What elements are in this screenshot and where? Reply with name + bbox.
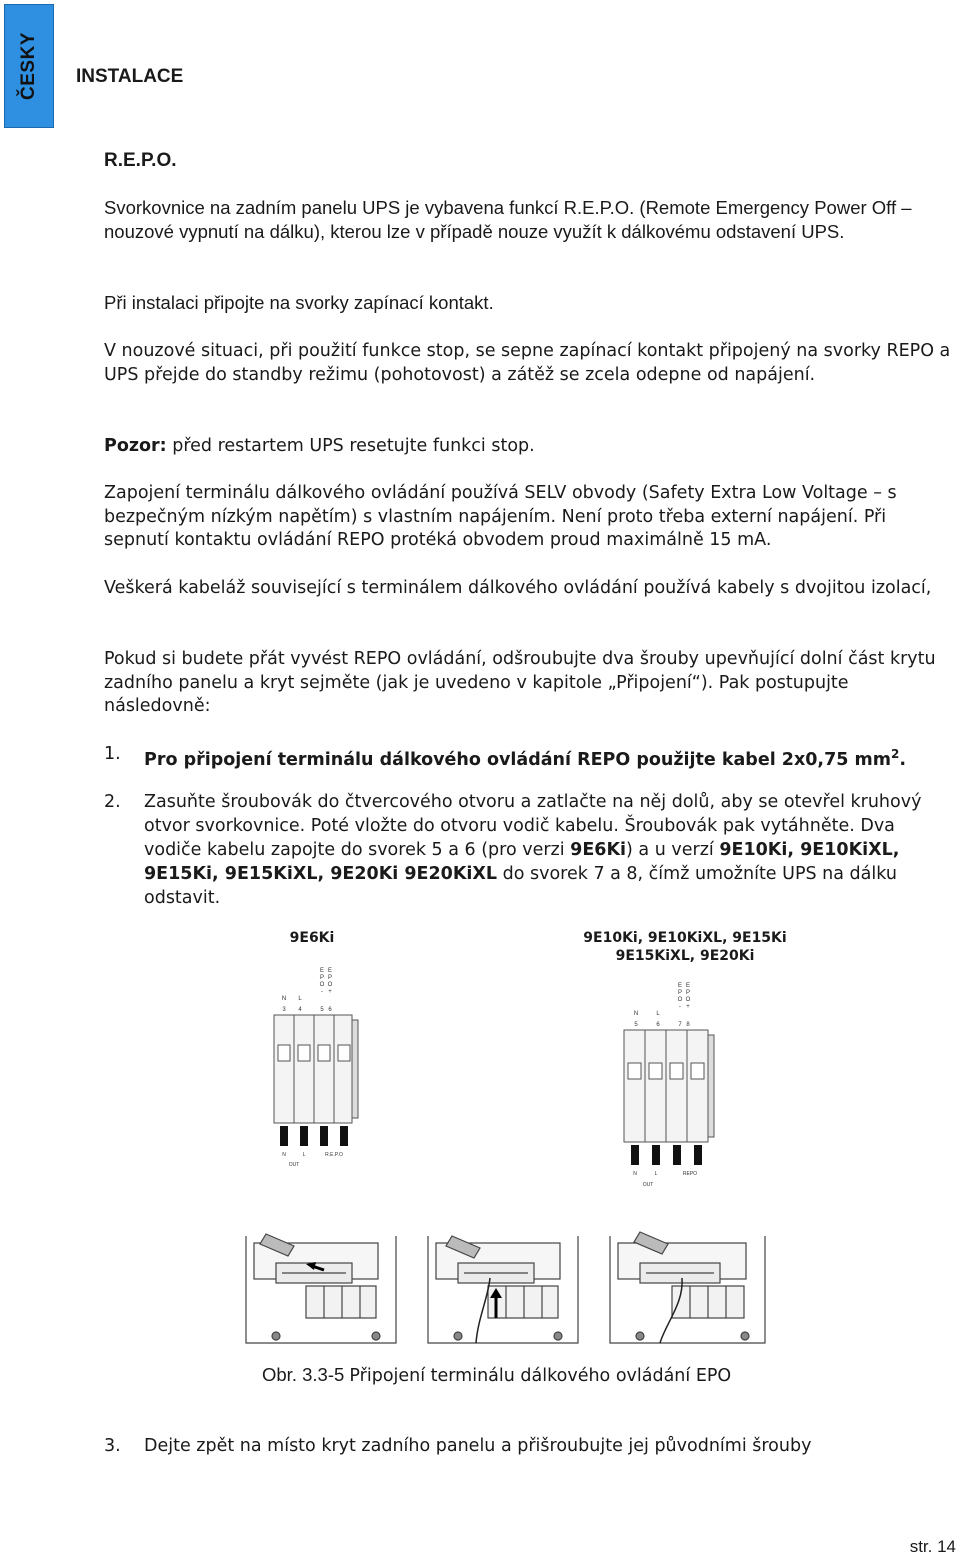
svg-text:-: - [321, 989, 323, 995]
step-3 [104, 1434, 956, 1458]
ups-rear-panel-drawing-1 [236, 1218, 406, 1348]
svg-text:P: P [685, 990, 691, 996]
step-number: 2. [104, 792, 121, 812]
svg-text:L: L [302, 1152, 306, 1158]
svg-text:E: E [327, 968, 333, 974]
paragraph-intro: Svorkovnice na zadním panelu UPS je vybavena funkcí R.E.P.O. (Remote Emergency Power Off – nouzové vypnutí na dálku), kterou lze v případě nouze využít k dálkovému odstavení UPS. [104, 197, 912, 242]
svg-text:OUT: OUT [642, 1182, 654, 1188]
svg-text:5: 5 [320, 1007, 324, 1013]
svg-text:N: N [281, 996, 287, 1002]
step-1 [104, 742, 956, 772]
step-2 [104, 790, 956, 910]
svg-text:P: P [327, 975, 333, 981]
step-text: Zasuňte šroubovák do čtvercového otvoru a zatlačte na něj dolů, aby se otevřel kruhový otvor svorkovnice. Poté vložte do otvoru vodič kabelu. Šroubovák pak vytáhněte. Dva vodiče kabelu zapojte do svorek 5 a 6 (pro verzi 9E6Ki) a u verzí 9E10Ki, 9E10KiXL, 9E15Ki, 9E15KiXL, 9E20Ki 9E20KiXL do svorek 7 a 8, čímž umožníte UPS na dálku odstavit. [144, 792, 922, 908]
svg-text:N: N [633, 1011, 639, 1017]
step-number: 1. [104, 744, 121, 764]
paragraph-procedure: Pokud si budete přát vyvést REPO ovládání, odšroubujte dva šrouby upevňující dolní část krytu zadního panelu a kryt sejměte (jak je uvedeno v kapitole „Připojení“). Pak postupujte následovně: [104, 649, 936, 716]
paragraph-install: Při instalaci připojte na svorky zapínací kontakt. [104, 292, 494, 313]
svg-text:+: + [686, 1004, 690, 1010]
svg-text:N: N [633, 1171, 637, 1177]
svg-text:L: L [298, 996, 302, 1002]
figure-label-right-2: 9E15KiXL, 9E20Ki [615, 948, 755, 964]
svg-text:O: O [319, 982, 325, 988]
paragraph-warning [104, 435, 956, 459]
step-text: Pro připojení terminálu dálkového ovládání REPO použijte kabel 2x0,75 $mm^2$. [144, 747, 907, 770]
svg-text:+: + [328, 989, 332, 995]
step-text: Dejte zpět na místo kryt zadního panelu a přišroubujte jej původními šrouby [144, 1436, 812, 1456]
svg-text:E: E [677, 983, 683, 989]
svg-text:L: L [656, 1011, 660, 1017]
terminal-block-diagram-9e6ki [260, 960, 370, 1170]
svg-text:R.E.P.O: R.E.P.O [325, 1152, 343, 1158]
paragraph-cabling: Veškerá kabeláž související s terminálem dálkového ovládání používá kabely s dvojitou izolací, [104, 578, 932, 598]
figure-caption-number: Obr. 3.3-5 [262, 1364, 345, 1385]
svg-text:4: 4 [298, 1007, 302, 1013]
step-number: 3. [104, 1436, 121, 1456]
language-tab [4, 4, 54, 128]
svg-text:P: P [319, 975, 325, 981]
paragraph-selv: Zapojení terminálu dálkového ovládání používá SELV obvody (Safety Extra Low Voltage – s bezpečným nízkým napětím) s vlastním napájením. Není proto třeba externí napájení. Při sepnutí kontaktu ovládání REPO protéká obvodem proud maximálně 15 mA. [104, 483, 897, 550]
svg-text:O: O [327, 982, 333, 988]
svg-text:N: N [282, 1152, 286, 1158]
ups-rear-panel-drawing-2 [418, 1218, 588, 1348]
svg-text:-: - [679, 1004, 681, 1010]
figure-label-left: 9E6Ki [289, 930, 335, 946]
svg-text:E: E [685, 983, 691, 989]
figure-label-right-1: 9E10Ki, 9E10KiXL, 9E15Ki [583, 930, 787, 946]
terminal-block-diagram-9e10ki [610, 975, 730, 1190]
figure-caption-text: Připojení terminálu dálkového ovládání EPO [349, 1366, 732, 1386]
svg-text:L: L [654, 1171, 658, 1177]
ups-rear-panel-drawing-3 [600, 1218, 775, 1348]
page-number: str. 14 [909, 1537, 956, 1556]
section-title: R.E.P.O. [104, 150, 177, 171]
svg-text:O: O [677, 997, 683, 1003]
warning-text: před restartem UPS resetujte funkci stop. [166, 436, 535, 456]
language-tab-label: ČESKY [18, 32, 39, 100]
svg-text:OUT: OUT [288, 1162, 300, 1168]
svg-text:7: 7 [678, 1022, 682, 1028]
svg-text:8: 8 [686, 1022, 690, 1028]
warning-label: Pozor: [104, 436, 167, 456]
paragraph-emergency: V nouzové situaci, při použití funkce stop, se sepne zapínací kontakt připojený na svorky REPO a UPS přejde do standby režimu (pohotovost) a zátěž se zcela odepne od napájení. [104, 341, 951, 385]
svg-text:O: O [685, 997, 691, 1003]
svg-text:P: P [677, 990, 683, 996]
superscript: 2 [891, 747, 900, 761]
figure-caption [262, 1364, 731, 1386]
svg-text:5: 5 [634, 1022, 638, 1028]
svg-text:6: 6 [328, 1007, 332, 1013]
svg-text:REPO: REPO [682, 1171, 698, 1177]
page-header-title: INSTALACE [76, 66, 184, 87]
svg-text:E: E [319, 968, 325, 974]
svg-text:3: 3 [282, 1007, 286, 1013]
svg-text:6: 6 [656, 1022, 660, 1028]
